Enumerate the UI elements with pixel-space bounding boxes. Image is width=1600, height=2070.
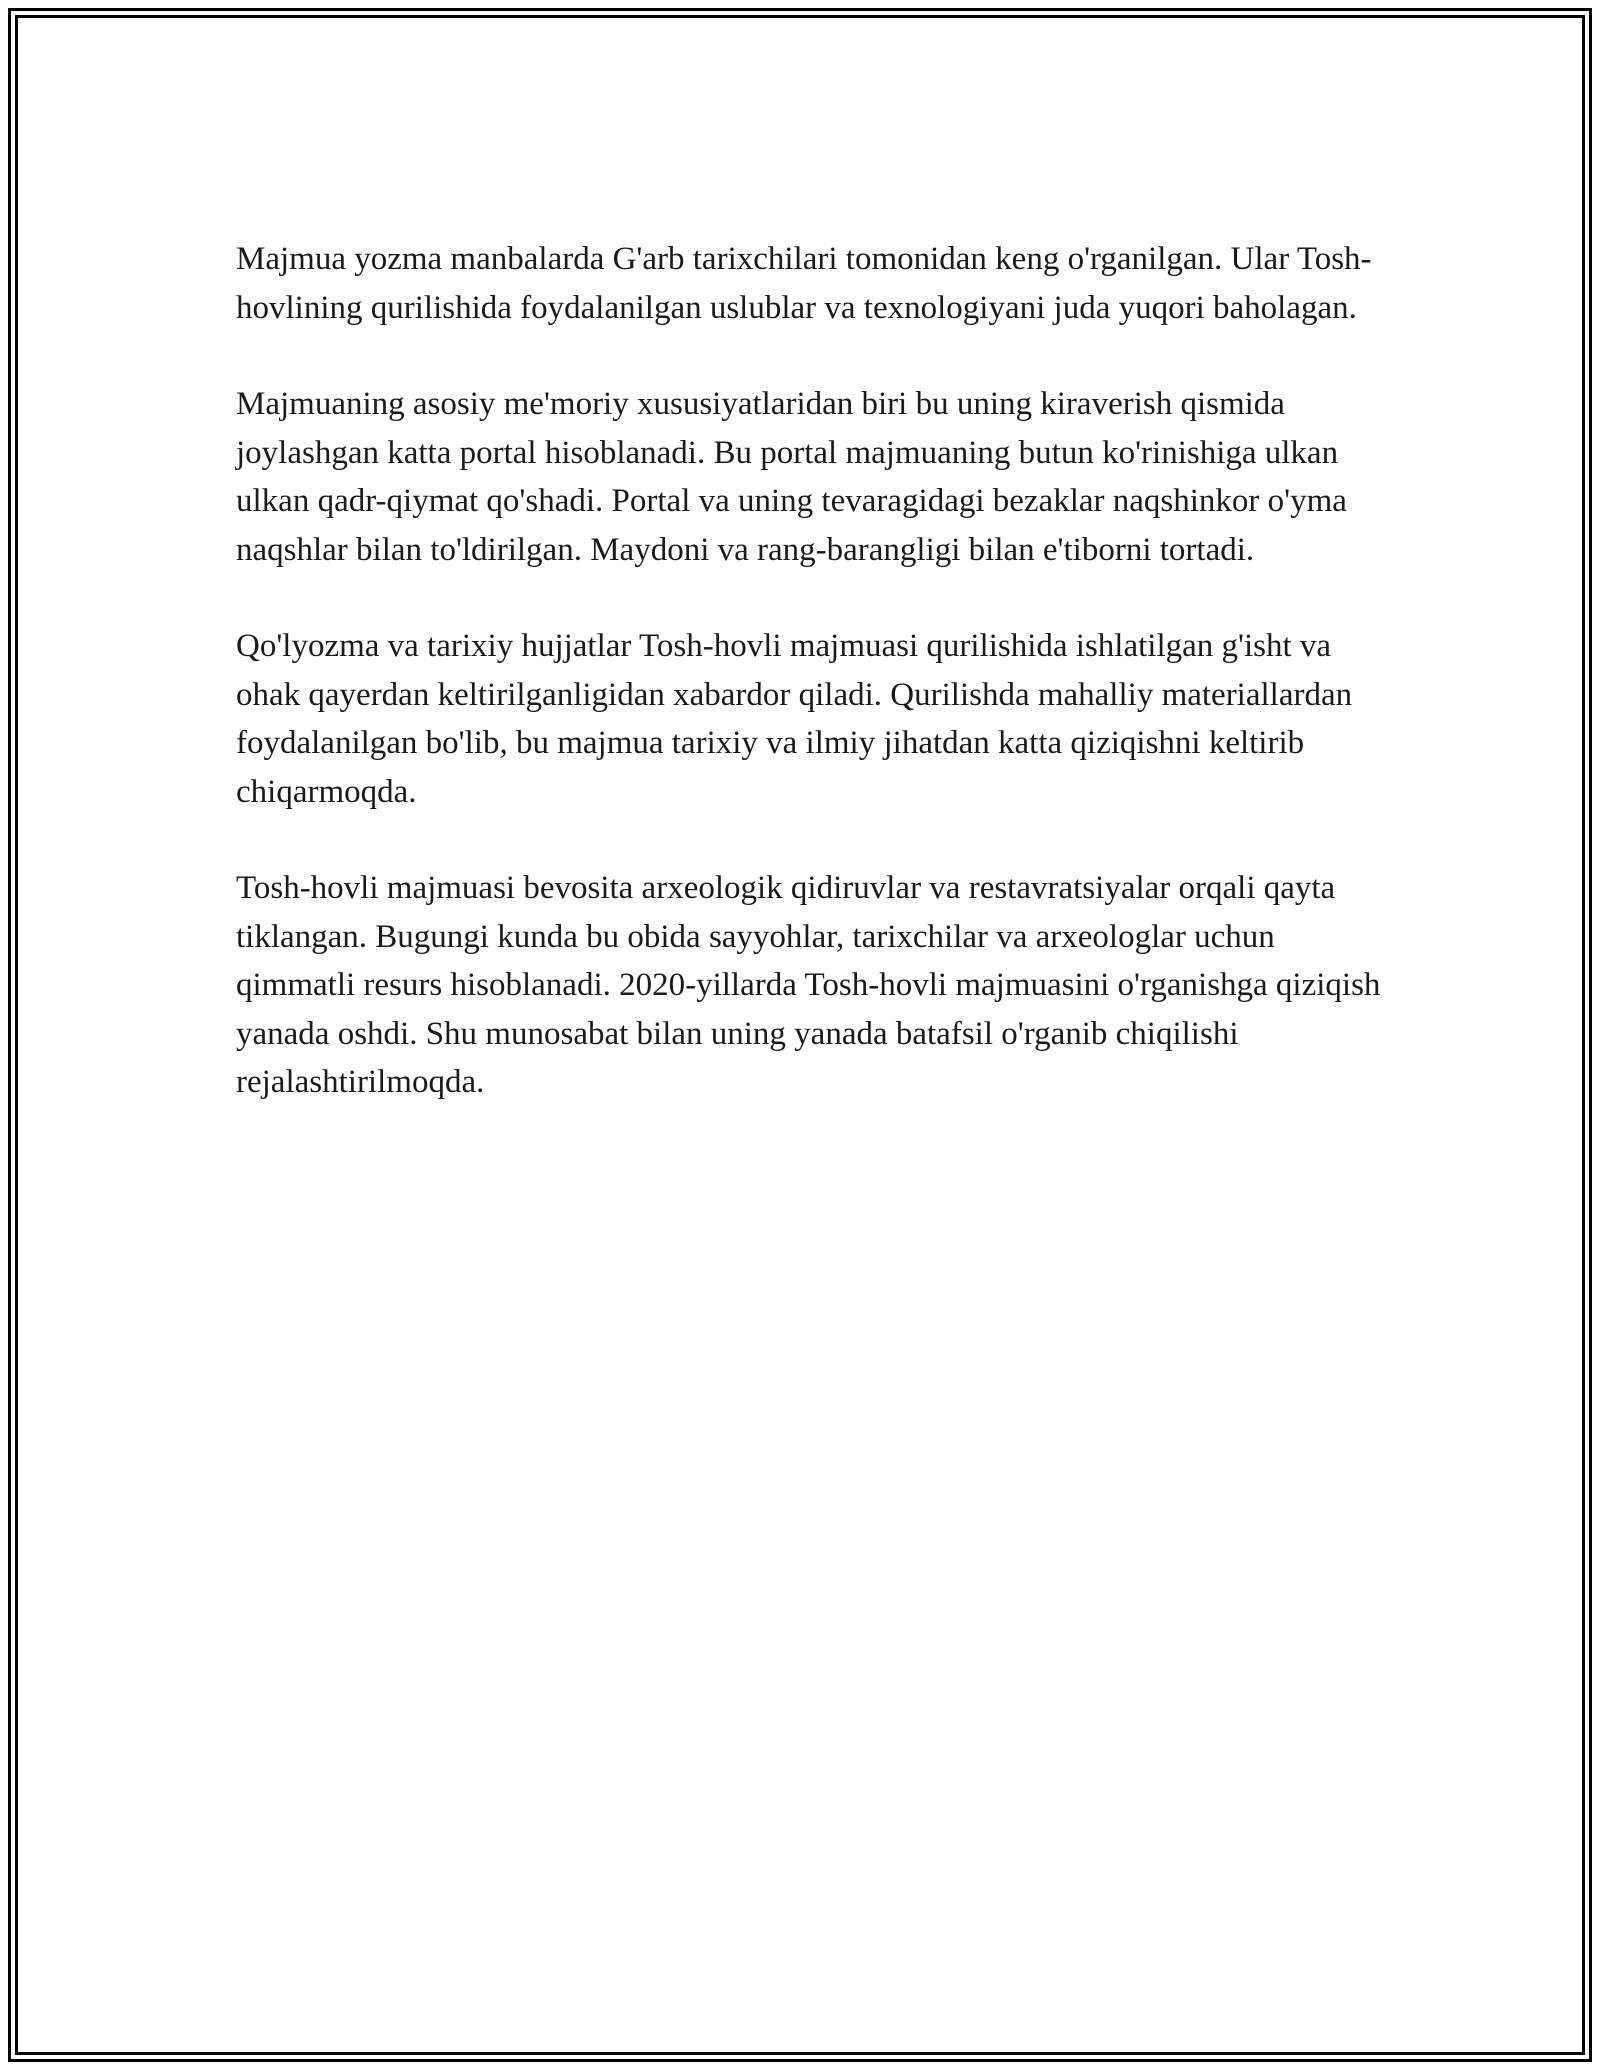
paragraph-western-historians: Majmua yozma manbalarda G'arb tarixchilari tomonidan keng o'rganilgan. Ular Tosh-hovlining qurilishida foydalanilgan uslublar va texnologiyani juda yuqori baholagan.: [236, 241, 1372, 326]
paragraph-materials: Qo'lyozma va tarixiy hujjatlar Tosh-hovli majmuasi qurilishida ishlatilgan g'isht va ohak qayerdan keltirilganligidan xabardor qiladi. Qurilishda mahalliy materiallardan foydalanilgan bo'lib, bu majmua tarixiy va ilmiy jihatdan katta qiziqishni keltirib chiqarmoqda.: [236, 628, 1353, 810]
paragraph-portal: Majmuaning asosiy me'moriy xususiyatlaridan biri bu uning kiraverish qismida joylashgan katta portal hisoblanadi. Bu portal majmuaning butun ko'rinishiga ulkan ulkan qadr-qiymat qo'shadi. Portal va uning tevaragidagi bezaklar naqshinkor o'yma naqshlar bilan to'ldirilgan. Maydoni va rang-barangligi bilan e'tiborni tortadi.: [236, 386, 1347, 568]
paragraph-restoration: Tosh-hovli majmuasi bevosita arxeologik qidiruvlar va restavratsiyalar orqali qayta tiklangan. Bugungi kunda bu obida sayyohlar, tarixchilar va arxeologlar uchun qimmatli resurs hisoblanadi. 2020-yillarda Tosh-hovli majmuasini o'rganishga qiziqish yanada oshdi. Shu munosabat bilan uning yanada batafsil o'rganib chiqilishi rejalashtirilmoqda.: [236, 870, 1381, 1100]
document-body: [236, 235, 1386, 1155]
